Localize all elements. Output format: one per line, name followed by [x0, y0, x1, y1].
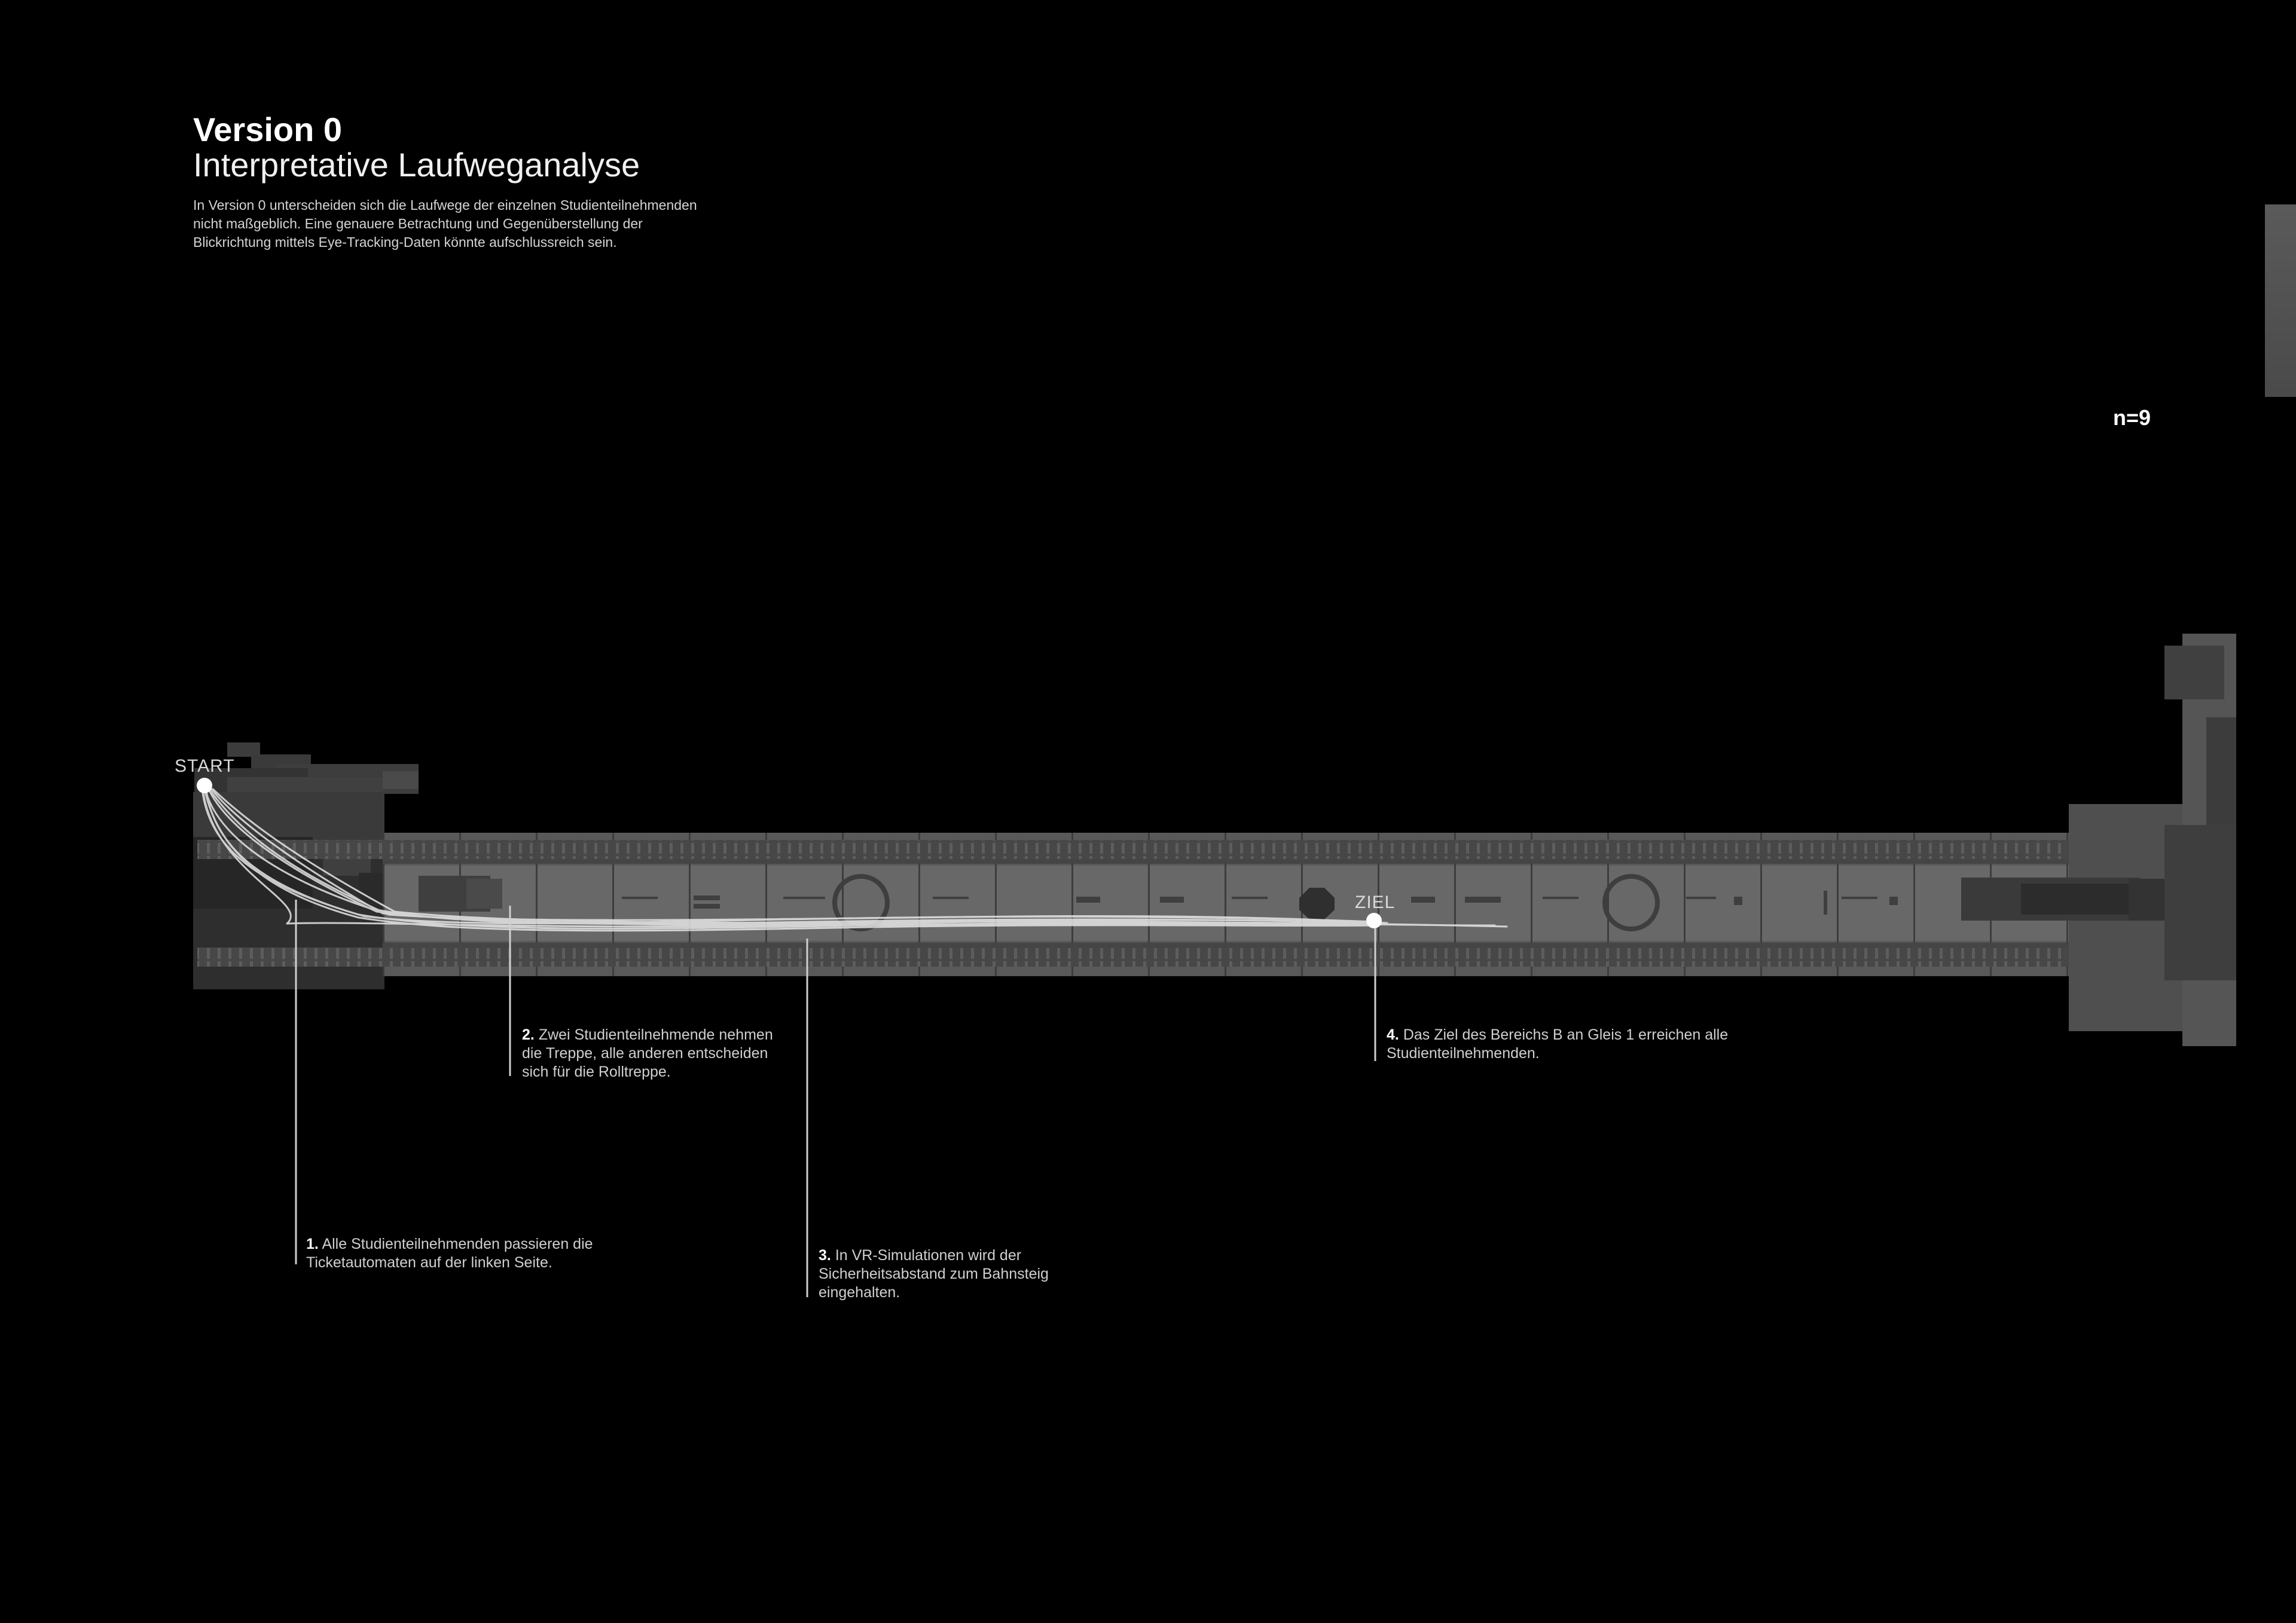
goal-label: ZIEL	[1355, 893, 1396, 912]
annotation-text: In VR-Simulationen wird der Sicherheitsabstand zum Bahnsteig eingehalten.	[819, 1247, 1049, 1301]
start-label: START	[175, 756, 235, 776]
annotation-2	[522, 1026, 797, 1081]
annotation-number: 4.	[1387, 1026, 1399, 1043]
goal-marker	[1366, 913, 1382, 928]
annotation-number: 3.	[819, 1247, 831, 1264]
annotation-1	[306, 1235, 641, 1272]
page-title: Version 0	[193, 111, 343, 148]
annotation-number: 1.	[306, 1236, 319, 1252]
annotation-text: Das Ziel des Bereichs B an Gleis 1 erreichen alle Studienteilnehmenden.	[1387, 1026, 1729, 1062]
annotation-number: 2.	[522, 1026, 535, 1043]
annotation-3	[819, 1246, 1094, 1302]
page-subtitle: Interpretative Laufweganalyse	[193, 145, 640, 184]
sample-size-label: n=9	[2113, 405, 2151, 430]
annotation-4	[1387, 1026, 1769, 1063]
annotation-text: Zwei Studienteilnehmende nehmen die Treppe, alle anderen entscheiden sich für die Rolltreppe.	[522, 1026, 773, 1080]
intro-text: In Version 0 unterscheiden sich die Laufwege der einzelnen Studienteilnehmenden nicht maßgeblich. Eine genauere Betrachtung und Gegenüberstellung der Blickrichtung mittels Eye-Tracking-Daten könnte aufschlussreich sein.	[193, 197, 697, 250]
annotation-text: Alle Studienteilnehmenden passieren die Ticketautomaten auf der linken Seite.	[306, 1236, 593, 1271]
start-marker	[197, 778, 212, 793]
